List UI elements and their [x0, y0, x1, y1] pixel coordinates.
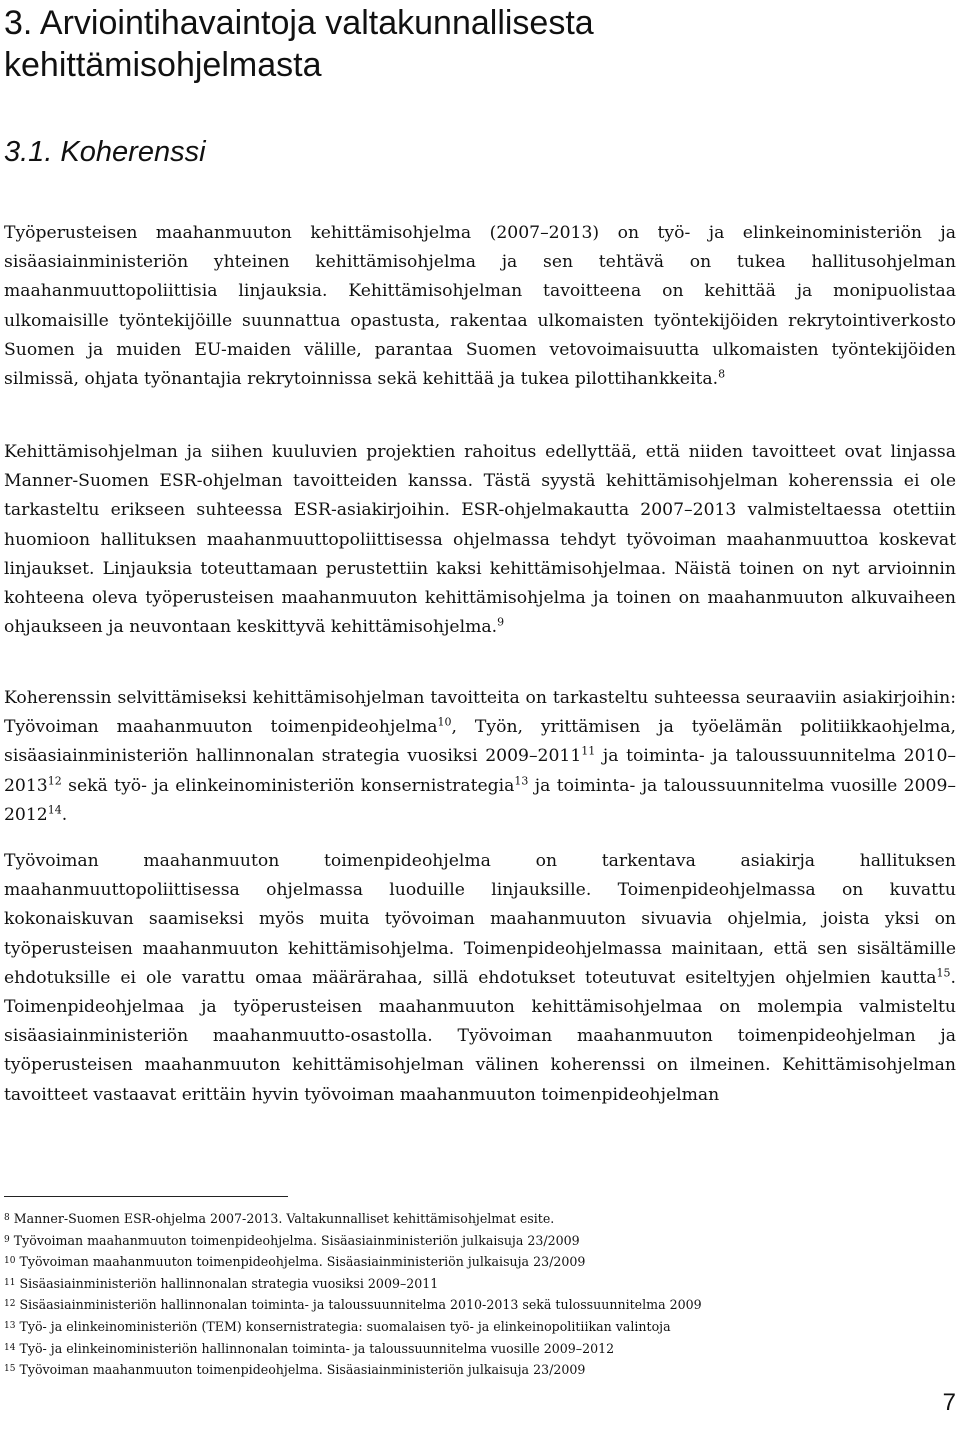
paragraph-3: [4, 684, 956, 830]
footnote-ref: 9: [497, 615, 505, 629]
paragraph-1: [4, 219, 956, 394]
footnote-number: 12: [4, 1299, 16, 1310]
footnote-text: Työ- ja elinkeinoministeriön (TEM) konsernistrategia: suomalaisen työ- ja elinkeinopolitiikan valintoja: [19, 1318, 671, 1334]
paragraph-3-text: sekä työ- ja elinkeinoministeriön konsernistrategia: [61, 775, 515, 796]
paragraph-3-text: Koherenssin selvittämiseksi kehittämisohjelman tavoitteita on tarkasteltu suhteessa seuraaviin asiakirjoihin: Työvoiman maahanmuuton toimenpideohjelma: [4, 688, 956, 738]
footnote-divider: [4, 1196, 288, 1197]
paragraph-1-text: Työperusteisen maahanmuuton kehittämisohjelma (2007–2013) on työ- ja elinkeinoministeriön ja sisäasiainministeriön yhteinen kehittämisohjelma ja sen tehtävä on tukea hallitusohjelman maahanmuuttopoliittisia linjauksia. Kehittämisohjelman tavoitteena on kehittää ja monipuolistaa ulkomaisille työntekijöille suunnattua opastusta, rakentaa ulkomaisten työntekijöiden rekrytointiverkosto Suomen ja muiden EU-maiden välille, parantaa Suomen vetovoimaisuutta ulkomaisten työntekijöiden silmissä, ohjata työnantajia rekrytoinnissa sekä kehittää ja tukea pilottihankkeita.: [4, 223, 956, 390]
paragraph-2: [4, 438, 956, 642]
footnote-15: [4, 1359, 944, 1381]
footnote-text: Sisäasiainministeriön hallinnonalan toiminta- ja taloussuunnitelma 2010-2013 sekä tulossuunnitelma 2009: [19, 1297, 702, 1313]
footnote-9: [4, 1230, 944, 1252]
paragraph-4: [4, 847, 956, 1110]
footnote-ref: 12: [47, 773, 62, 787]
paragraph-3-text: , Työn, yrittämisen ja työelämän politiikkaohjelma, sisäasiainministeriön hallinnonalan strategia vuosiksi 2009–2011: [4, 717, 957, 767]
paragraph-3-text: ja toiminta- ja taloussuunnitelma vuosille 2009–2012: [4, 775, 956, 825]
footnote-ref: 15: [936, 966, 951, 980]
footnote-text: Työvoiman maahanmuuton toimenpideohjelma. Sisäasiainministeriön julkaisuja 23/2009: [19, 1362, 586, 1378]
page-number: 7: [942, 1389, 956, 1416]
footnote-ref: 14: [47, 803, 62, 817]
footnote-ref: 10: [437, 715, 452, 729]
footnote-ref: 8: [718, 367, 726, 381]
footnote-ref: 11: [581, 744, 596, 758]
footnote-number: 9: [4, 1234, 10, 1245]
footnote-text: Sisäasiainministeriön hallinnonalan strategia vuosiksi 2009–2011: [19, 1275, 439, 1291]
section-heading: 3.1. Koherenssi: [4, 136, 206, 168]
footnote-ref: 13: [514, 773, 529, 787]
footnote-14: [4, 1338, 944, 1360]
paragraph-3-text: .: [61, 804, 68, 825]
footnote-8: [4, 1208, 944, 1230]
paragraph-3-text: ja toiminta- ja taloussuunnitelma 2010–2013: [4, 746, 956, 796]
footnote-10: [4, 1251, 944, 1273]
footnote-text: Työvoiman maahanmuuton toimenpideohjelma. Sisäasiainministeriön julkaisuja 23/2009: [19, 1254, 586, 1270]
footnote-number: 8: [4, 1213, 10, 1223]
footnote-number: 10: [4, 1256, 16, 1267]
paragraph-2-text: Kehittämisohjelman ja siihen kuuluvien projektien rahoitus edellyttää, että niiden tavoitteet ovat linjassa Manner-Suomen ESR-ohjelman tavoitteiden kanssa. Tästä syystä kehittämisohjelman koherenssia ei ole tarkasteltu erikseen suhteessa ESR-asiakirjoihin. ESR-ohjelmakautta 2007–2013 valmisteltaessa otettiin huomioon hallituksen maahanmuuttopoliittisessa ohjelmassa tehdyt työvoiman maahanmuuttoa koskevat linjaukset. Linjauksia toteuttamaan perustettiin kaksi kehittämisohjelmaa. Näistä toinen on nyt arvioinnin kohteena oleva työperusteisen maahanmuuton kehittämisohjelma ja toinen on maahanmuuton alkuvaiheen ohjaukseen ja neuvontaan keskittyvä kehittämisohjelma.: [4, 442, 956, 638]
footnote-number: 13: [4, 1320, 16, 1331]
footnotes: [4, 1208, 944, 1381]
footnote-text: Työvoiman maahanmuuton toimenpideohjelma. Sisäasiainministeriön julkaisuja 23/2009: [13, 1232, 580, 1248]
footnote-text: Työ- ja elinkeinoministeriön hallinnonalan toiminta- ja taloussuunnitelma vuosille 2009–2012: [19, 1340, 615, 1356]
footnote-13: [4, 1316, 944, 1338]
chapter-heading-line2: kehittämisohjelmasta: [4, 46, 322, 84]
chapter-heading: [4, 2, 944, 86]
footnote-number: 11: [4, 1277, 16, 1288]
footnote-number: 15: [4, 1364, 16, 1375]
footnote-11: [4, 1273, 944, 1295]
paragraph-4-text: Työvoiman maahanmuuton toimenpideohjelma on tarkentava asiakirja hallituksen maahanmuuttopoliittisessa ohjelmassa luoduille linjauksille. Toimenpideohjelmassa on kuvattu kokonaiskuvan saamiseksi myös muita työvoiman maahanmuuton sivuavia ohjelmia, joista yksi on työperusteisen maahanmuuton kehittämisohjelma. Toimenpideohjelmassa mainitaan, että sen sisältämille ehdotuksille ei ole varattu omaa määrärahaa, sillä ehdotukset toteutuvat esiteltyjen ohjelmien kautta: [4, 851, 956, 988]
footnote-12: [4, 1294, 944, 1316]
footnote-number: 14: [4, 1342, 16, 1353]
footnote-text: Manner-Suomen ESR-ohjelma 2007-2013. Valtakunnalliset kehittämisohjelmat esite.: [13, 1211, 555, 1226]
chapter-heading-line1: 3. Arviointihavaintoja valtakunnallisesta: [4, 4, 594, 42]
paragraph-4-text: . Toimenpideohjelmaa ja työperusteisen maahanmuuton kehittämisohjelmaa on molempia valmisteltu sisäasiainministeriön maahanmuutto-osastolla. Työvoiman maahanmuuton toimenpideohjelman ja työperusteisen maahanmuuton kehittämisohjelman välinen koherenssi on ilmeinen. Kehittämisohjelman tavoitteet vastaavat erittäin hyvin työvoiman maahanmuuton toimenpideohjelman: [4, 967, 956, 1105]
